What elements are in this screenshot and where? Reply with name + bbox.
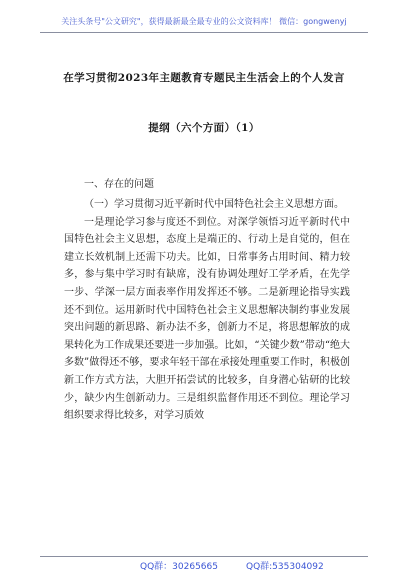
footer-divider <box>40 556 368 557</box>
document-body <box>64 196 350 425</box>
document-subtitle: 提纲（六个方面）（1） <box>148 122 260 134</box>
body-paragraph: （一）学习贯彻习近平新时代中国特色社会主义思想方面。 <box>84 199 344 210</box>
footer-qq-group-2: QQ群:535304092 <box>245 562 324 572</box>
footer <box>140 559 324 572</box>
body-paragraph: 一是理论学习参与度还不到位。对深学领悟习近平新时代中国特色社会主义思想，态度上是端正的、行动上是自觉的，但在建立长效机制上还需下功夫。比如，日常事务占用时间、精力较多，参与集中学习时有缺席，没有协调处理好工学矛盾，在先学一步、学深一层方面表率作用发挥还不够。二是新理论指导实践还不到位。运用新时代中国特色社会主义思想解决制约事业发展突出问题的新思路、新办法不多，创新力不足，将思想解放的成果转化为工作成果还要进一步加强。比如，“关键少数”带动“绝大多数”做得还不够，要求年轻干部在承接处理重要工作时，积极创新工作方式方法，大胆开拓尝试的比较多，自身潜心钻研的比较少，缺少内生创新动力。三是组织监督作用还不到位。理论学习组织要求得比较多，对学习质效 <box>64 216 350 422</box>
header-notice: 关注头条号"公文研究"，获得最新最全最专业的公文资料库！ 微信：gongwenyj <box>61 17 347 26</box>
section-heading: 一、存在的问题 <box>84 179 154 190</box>
document-title: 在学习贯彻2023年主题教育专题民主生活会上的个人发言 <box>63 72 345 84</box>
footer-qq-group-1: QQ群：30265665 <box>140 562 218 572</box>
header-divider <box>40 32 368 33</box>
